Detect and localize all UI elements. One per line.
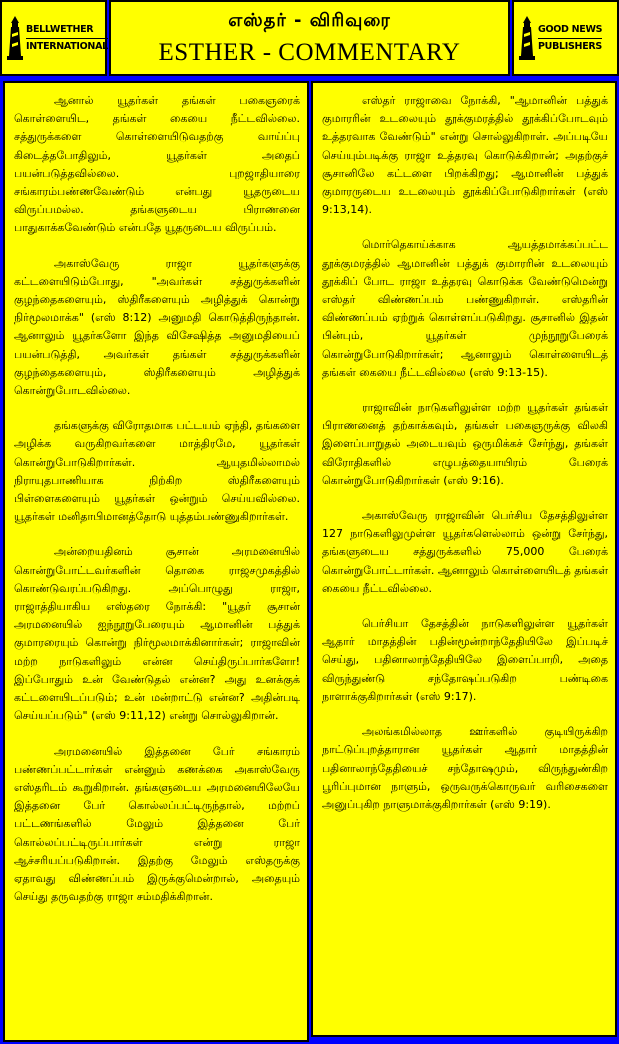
paragraph: அகாஸ்வேரு ராஜா யூதர்களுக்கு கட்டளையிடும்போது, "அவர்கள் சத்துருக்களின் குழந்தைகளையும், ஸ்திரீகளையும் அழித்துக் கொன்று நிர்மூலமாக்க" (எஸ் 8:12) அனுமதி கொடுத்திருந்தான். ஆனாலும் யூதர்களோ இந்த விசேஷித்த அனுமதியைப் பயன்படுத்தி, அவர்கள் தங்கள் சத்துருக்களின் குழந்தைகளையும், ஸ்திரீகளையும் அழித்துக் கொன்றுபோடவில்லை. bbox=[14, 256, 300, 398]
paragraph: அரமனையில் இத்தனை பேர் சங்காரம் பண்ணப்பட்டார்கள் என்னும் கணக்கை அகாஸ்வேரு எஸ்தரிடம் கூறுகிறான். தங்களுடைய அரமனையிலேயே இத்தனை பேர் கொல்லப்பட்டிருந்தால், மற்றப் பட்டணங்களில் மேலும் இத்தனை பேர் கொல்லப்பட்டிருப்பார்கள் என்று ராஜா ஆச்சரியப்படுகிறான். இதற்கு மேலும் எஸ்தருக்கு ஏதாவது விண்ணப்பம் இருக்குமென்றால், அதையும் செய்து தருவதற்கு ராஜா சம்மதிக்கிறான். bbox=[14, 744, 300, 904]
lighthouse-icon bbox=[518, 14, 536, 62]
commentary-column-left bbox=[3, 81, 309, 1042]
paragraph: தங்களுக்கு விரோதமாக பட்டயம் ஏந்தி, தங்களை அழிக்க வருகிறவர்களை மாத்திரமே, யூதர்கள் கொன்றுபோடுகிறார்கள். ஆயுதமில்லாமல் நிராயுதபாணியாக நிற்கிற ஸ்திரீகளையும் பிள்ளைகளையும் யூதர்கள் ஒன்றும் செய்யவில்லை. யூதர்கள் மனிதாபிமானத்தோடு யுத்தம்பண்ணுகிறார்கள். bbox=[14, 419, 300, 524]
publisher-logo-right bbox=[512, 0, 619, 76]
paragraph: ஆனால் யூதர்கள் தங்கள் பகைஞரைக் கொள்ளையிட, தங்கள் கையை நீட்டவில்லை. சத்துருக்களை கொள்ளையிடுவதற்கு வாய்ப்பு கிடைத்தபோதிலும், யூதர்கள் அதைப் பயன்படுத்தவில்லை. புறஜாதியாரை சங்காரம்பண்ணவேண்டும் என்பது யூதருடைய விருப்பமல்ல. தங்களுடைய பிராணனை பாதுகாக்கவேண்டும் என்பதே யூதருடைய விருப்பம். bbox=[14, 94, 300, 235]
page-title-tamil: எஸ்தர் - விரிவுரை bbox=[228, 10, 391, 31]
page-title-english: ESTHER - COMMENTARY bbox=[158, 39, 461, 66]
logo-line-2: INTERNATIONAL bbox=[26, 40, 108, 52]
page-header bbox=[109, 0, 510, 76]
logo-line-1: GOOD NEWS bbox=[538, 22, 602, 39]
paragraph: அன்றையதினம் சூசான் அரமனையில் கொன்றுபோட்டவர்களின் தொகை ராஜசமுகத்தில் கொண்டுவரப்படுகிறது. அப்பொழுது ராஜா, ராஜாத்தியாகிய எஸ்தரை நோக்கி: "யூதர் சூசான் அரமனையில் ஐந்நூறுபேரையும் ஆமானின் பத்துக் குமாரரையும் கொன்று நிர்மூலமாக்கினார்கள்; ராஜாவின் மற்ற நாடுகளிலும் என்ன செய்திருப்பார்களோ! இப்போதும் உன் வேண்டுதல் என்ன? அது உனக்குக் கட்டளையிடப்படும்; உன் மன்றாட்டு என்ன? அதின்படி செய்யப்படும்" (எஸ் 9:11,12) என்று சொல்லுகிறான். bbox=[14, 545, 300, 723]
publisher-logo-left bbox=[0, 0, 107, 76]
logo-line-2: PUBLISHERS bbox=[538, 40, 602, 52]
logo-line-1: BELLWETHER bbox=[26, 22, 108, 39]
commentary-column-right bbox=[311, 81, 617, 1037]
paragraph: ராஜாவின் நாடுகளிலுள்ள மற்ற யூதர்கள் தங்கள் பிராணனைத் தற்காக்கவும், தங்கள் பகைஞருக்கு விலகி இளைப்பாறுதல் அடையவும் ஒருமிக்கச் சேர்ந்து, தங்கள் விரோதிகளில் எழுபத்தையாயிரம் பேரைக் கொன்றுபோடுகிறார்கள் (எஸ் 9:16). bbox=[322, 401, 608, 487]
paragraph: எஸ்தர் ராஜாவை நோக்கி, "ஆமானின் பத்துக் குமாரரின் உடலையும் தூக்குமரத்தில் தூக்கிப்போடவும் உத்தரவாக வேண்டும்" என்று சொல்லுகிறாள். அப்படியே செய்யும்படிக்கு ராஜா உத்தரவு கொடுக்கிறான்; அதற்குச் சூசானிலே கட்டளை பிறக்கிறது; ஆமானின் பத்துக் குமாரருடைய உடலையும் தூக்கிப்போடுகிறார்கள் (எஸ் 9:13,14). bbox=[322, 94, 608, 217]
paragraph: பெர்சியா தேசத்தின் நாடுகளிலுள்ள யூதர்கள் ஆதார் மாதத்தின் பதின்மூன்றாந்தேதியிலே இப்படிச் செய்து, பதினாலாந்தேதியிலே இளைப்பாறி, அதை விருந்துண்டு சந்தோஷப்படுகிற பண்டிகை நாளாக்குகிறார்கள் (எஸ் 9:17). bbox=[322, 617, 608, 703]
lighthouse-icon bbox=[6, 14, 24, 62]
paragraph: அலங்கமில்லாத ஊர்களில் குடியிருக்கிற நாட்டுப்புறத்தாரான யூதர்கள் ஆதார் மாதத்தின் பதினாலாந்தேதியைச் சந்தோஷமும், விருந்துண்கிற பூரிப்புமான நாளும், ஒருவருக்கொருவர் வரிசைகளை அனுப்புகிற நாளுமாக்குகிறார்கள் (எஸ் 9:19). bbox=[322, 725, 608, 811]
paragraph: அகாஸ்வேரு ராஜாவின் பெர்சிய தேசத்திலுள்ள 127 நாடுகளிலுமுள்ள யூதர்களெல்லாம் ஒன்று சேர்ந்து, தங்களுடைய சத்துருக்களில் 75,000 பேரைக் கொன்றுபோட்டார்கள். ஆனாலும் கொள்ளையிடத் தங்கள் கையை நீட்டவில்லை. bbox=[322, 509, 608, 595]
paragraph: மொர்தெகாய்க்காக ஆயத்தமாக்கப்பட்ட தூக்குமரத்தில் ஆமானின் பத்துக் குமாரரின் உடலையும் தூக்கிப் போட ராஜா உத்தரவு கொடுக்க வேண்டுமென்று எஸ்தர் விண்ணப்பம் பண்ணுகிறாள். எஸ்தரின் விண்ணப்பம் ஏற்றுக் கொள்ளப்படுகிறது. சூசானில் இதன் பின்பும், யூதர்கள் முந்நூறுபேரைக் கொன்றுபோடுகிறார்கள்; ஆனாலும் கொள்ளையிடத் தங்கள் கையை நீட்டவில்லை (எஸ் 9:13-15). bbox=[322, 238, 608, 379]
